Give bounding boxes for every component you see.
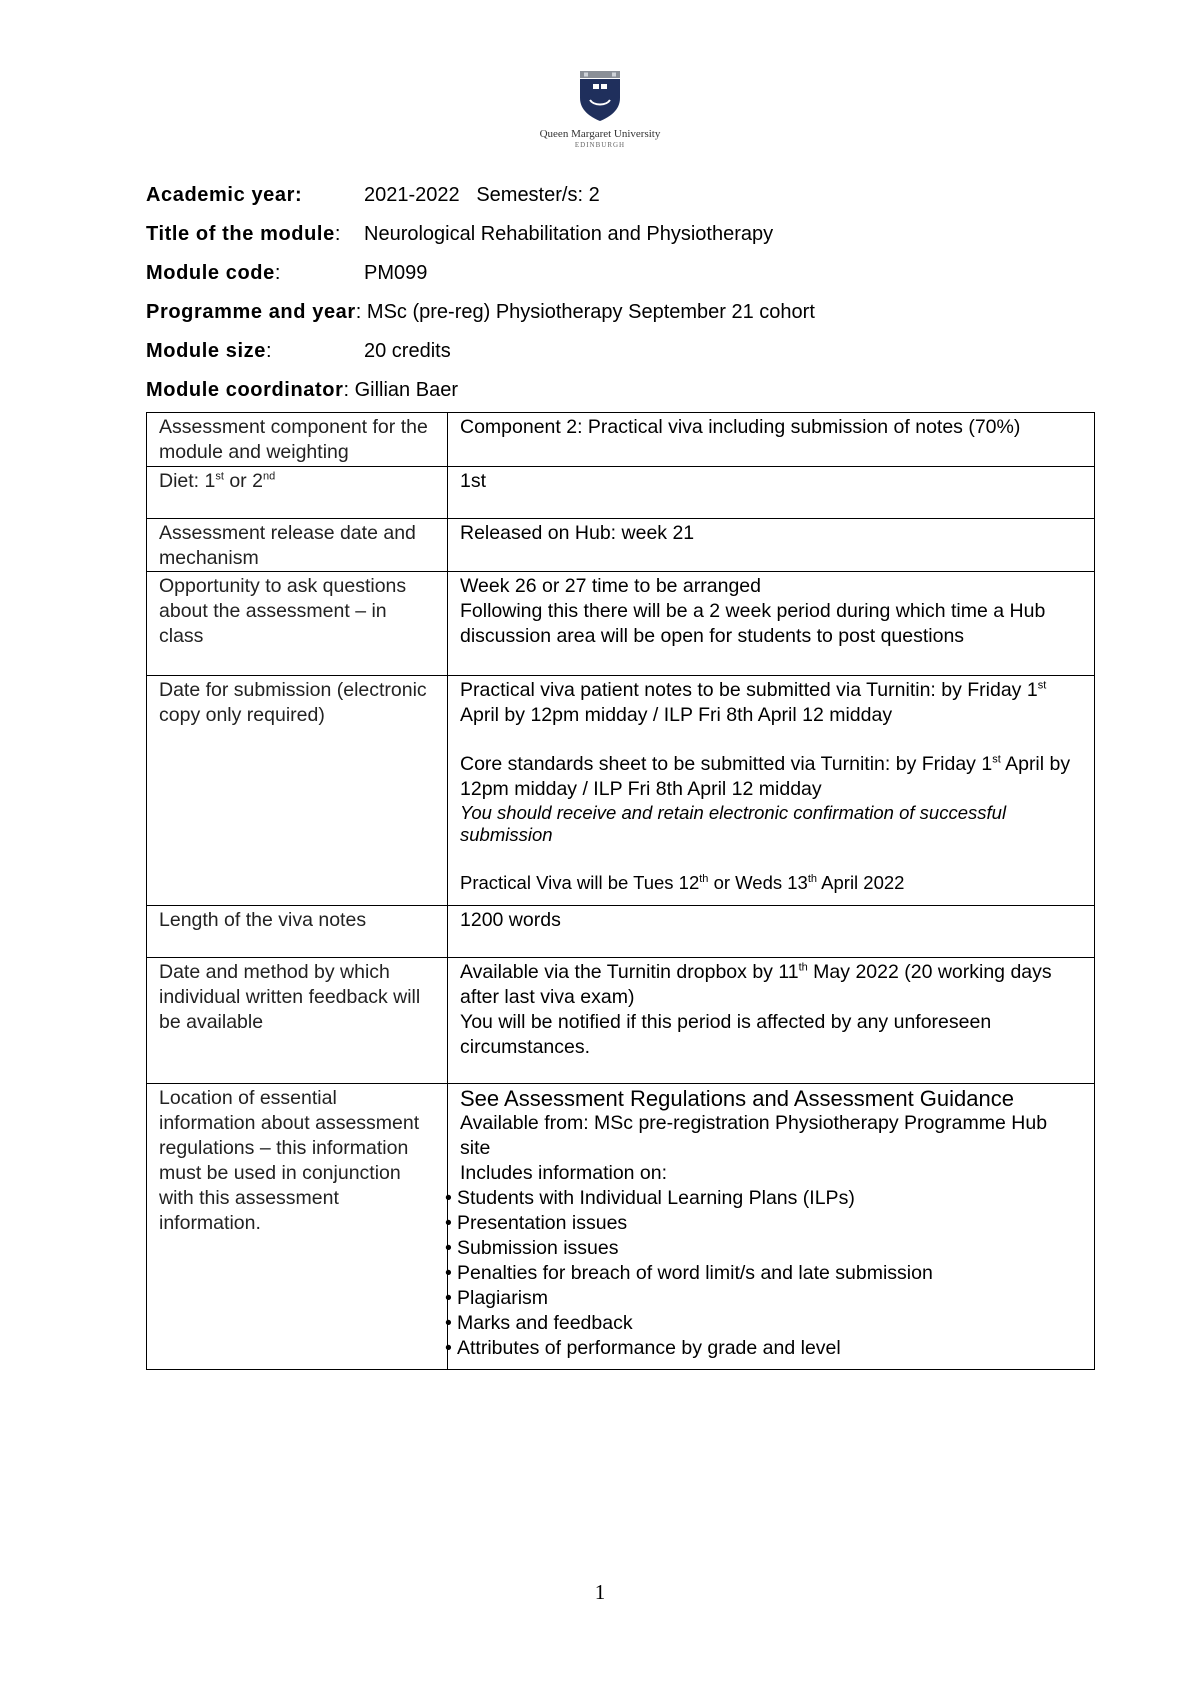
- coordinator-label: Module coordinator: [146, 379, 344, 401]
- module-size-line: Module size: 20 credits: [146, 340, 451, 362]
- row-value: Practical viva patient notes to be submitted via Turnitin: by Friday 1st April by 12pm midday / ILP Fri 8th April 12 midday Core standards sheet to be submitted via Turnitin: by Friday 1st April by 12pm midday / ILP Fri 8th April 12 midday You should receive and retain electronic confirmation of successful submission Practical Viva will be Tues 12th or Weds 13th April 2022: [448, 676, 1095, 906]
- module-title-label: Title of the module: [146, 223, 335, 245]
- table-row: [147, 572, 1095, 676]
- assessment-table: [146, 412, 1095, 1370]
- page-number: 1: [594, 1580, 606, 1604]
- academic-year-line: [146, 183, 600, 207]
- row-label: Assessment component for the module and weighting: [147, 413, 448, 467]
- programme-value: MSc (pre-reg) Physiotherapy September 21 cohort: [366, 301, 815, 323]
- table-row: [147, 1084, 1095, 1370]
- list-item: • Attributes of performance by grade and level: [457, 1336, 1082, 1361]
- row-value: See Assessment Regulations and Assessment Guidance Available from: MSc pre-registration Physiotherapy Programme Hub site Includes information on: • Students with Individual Learning Plans (ILPs) • Presentation issues • Submission issues • Penalties for breach of word limit/s and late submission • Plagiarism • Marks and feedback • Attributes of performance by grade and level: [448, 1084, 1095, 1370]
- list-item: • Plagiarism: [457, 1286, 1082, 1311]
- university-name: Queen Margaret University: [539, 128, 661, 140]
- regulations-list: [457, 1186, 1082, 1361]
- row-label: Diet: 1st or 2nd: [147, 467, 448, 519]
- row-value: Released on Hub: week 21: [448, 519, 1095, 572]
- table-row: [147, 958, 1095, 1084]
- academic-year-label: Academic year:: [146, 184, 303, 206]
- module-code-label: Module code: [146, 262, 275, 284]
- list-item: • Students with Individual Learning Plans (ILPs): [457, 1186, 1082, 1211]
- coordinator-line: Module coordinator: Gillian Baer: [146, 379, 458, 401]
- row-value: Available via the Turnitin dropbox by 11th May 2022 (20 working days after last viva exam) You will be notified if this period is affected by any unforeseen circumstances.: [448, 958, 1095, 1084]
- module-title-line: Title of the module: Neurological Rehabilitation and Physiotherapy: [146, 223, 774, 245]
- university-crest-icon: [576, 70, 624, 122]
- row-label: Assessment release date and mechanism: [147, 519, 448, 572]
- programme-label: Programme and year: [146, 301, 356, 323]
- university-location: EDINBURGH: [574, 141, 626, 149]
- module-title-value: Neurological Rehabilitation and Physiotherapy: [364, 223, 774, 245]
- university-logo: [533, 70, 667, 149]
- table-row: [147, 413, 1095, 467]
- row-value: 1200 words: [448, 906, 1095, 958]
- table-row: [147, 519, 1095, 572]
- module-size-value: 20 credits: [364, 340, 451, 362]
- module-size-label: Module size: [146, 340, 266, 362]
- row-label: Opportunity to ask questions about the assessment – in class: [147, 572, 448, 676]
- row-value: 1st: [448, 467, 1095, 519]
- table-row: [147, 676, 1095, 906]
- row-value: Week 26 or 27 time to be arranged Following this there will be a 2 week period during which time a Hub discussion area will be open for students to post questions: [448, 572, 1095, 676]
- table-row: [147, 906, 1095, 958]
- row-label: Date for submission (electronic copy only required): [147, 676, 448, 906]
- module-code-line: Module code: PM099: [146, 262, 428, 284]
- table-row: [147, 467, 1095, 519]
- programme-line: Programme and year: MSc (pre-reg) Physiotherapy September 21 cohort: [146, 301, 815, 323]
- list-item: • Marks and feedback: [457, 1311, 1082, 1336]
- list-item: • Submission issues: [457, 1236, 1082, 1261]
- academic-year-value: 2021-2022 Semester/s: 2: [364, 184, 600, 206]
- row-label: Length of the viva notes: [147, 906, 448, 958]
- list-item: • Penalties for breach of word limit/s and late submission: [457, 1261, 1082, 1286]
- module-code-value: PM099: [364, 262, 428, 284]
- coordinator-value: Gillian Baer: [354, 379, 458, 401]
- list-item: • Presentation issues: [457, 1211, 1082, 1236]
- row-label: Date and method by which individual written feedback will be available: [147, 958, 448, 1084]
- row-value: Component 2: Practical viva including submission of notes (70%): [448, 413, 1095, 467]
- row-label: Location of essential information about assessment regulations – this information must be used in conjunction with this assessment information.: [147, 1084, 448, 1370]
